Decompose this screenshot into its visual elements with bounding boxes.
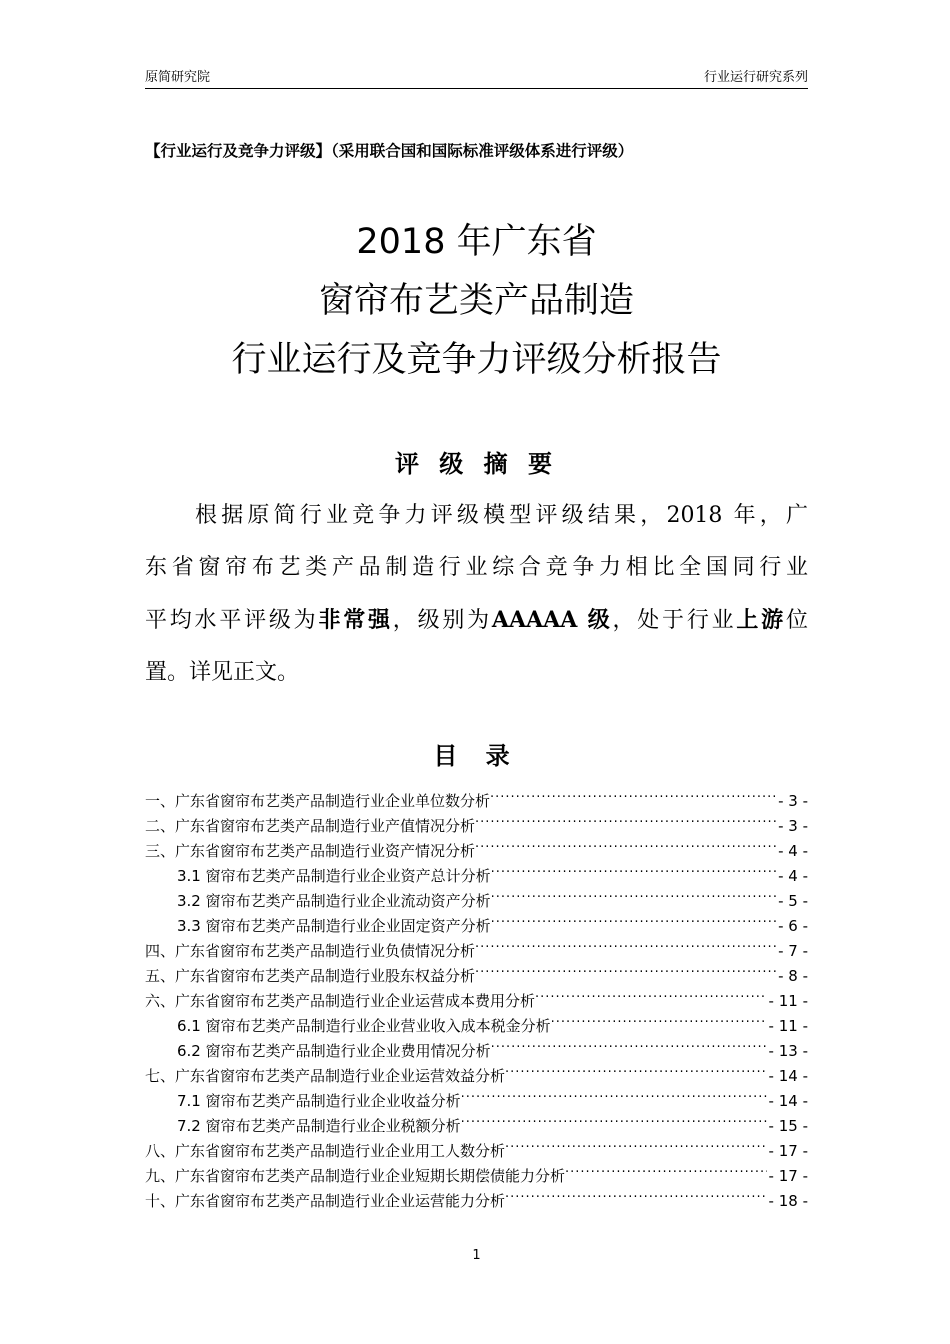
toc-leader-dots bbox=[551, 1006, 767, 1031]
toc-leader-dots bbox=[491, 881, 776, 906]
title-line-3: 行业运行及竞争力评级分析报告 bbox=[231, 340, 722, 380]
toc-entry-page: - 18 - bbox=[768, 1192, 808, 1210]
summary-text: 平均水平评级为 bbox=[145, 608, 319, 633]
page-header bbox=[145, 64, 808, 89]
header-series-name: 行业运行研究系列 bbox=[703, 70, 808, 85]
report-subtitle: 【行业运行及竞争力评级】（采用联合国和国际标准评级体系进行评级） bbox=[145, 142, 634, 160]
toc-entry-page: - 6 - bbox=[778, 917, 808, 935]
toc-entry-label: 3.3 窗帘布艺类产品制造行业企业固定资产分析 bbox=[177, 917, 491, 935]
summary-text: ，处于行业 bbox=[612, 608, 737, 633]
summary-paragraph bbox=[145, 490, 808, 699]
toc-entry-page: - 17 - bbox=[768, 1142, 808, 1160]
toc-entry-page: - 13 - bbox=[768, 1042, 808, 1060]
toc-leader-dots bbox=[490, 781, 776, 806]
toc-leader-dots bbox=[461, 1106, 767, 1131]
toc-leader-dots bbox=[535, 981, 767, 1006]
toc-entry-page: - 7 - bbox=[778, 942, 808, 960]
toc-entry-page: - 5 - bbox=[778, 892, 808, 910]
toc-entry-page: - 15 - bbox=[768, 1117, 808, 1135]
summary-line-1: 根据原简行业竞争力评级模型评级结果，2018 年，广 bbox=[195, 503, 808, 528]
toc-entry-label: 五、广东省窗帘布艺类产品制造行业股东权益分析 bbox=[145, 967, 476, 985]
title-line-2: 窗帘布艺类产品制造 bbox=[318, 281, 634, 321]
toc-entry-label: 三、广东省窗帘布艺类产品制造行业资产情况分析 bbox=[145, 842, 476, 860]
toc-leader-dots bbox=[475, 831, 776, 856]
summary-line-2: 东省窗帘布艺类产品制造行业综合竞争力相比全国同行业 bbox=[145, 555, 808, 580]
toc-entry-label: 3.1 窗帘布艺类产品制造行业企业资产总计分析 bbox=[177, 867, 491, 885]
toc-heading: 目 录 bbox=[433, 742, 520, 770]
toc-leader-dots bbox=[461, 1081, 767, 1106]
toc-leader-dots bbox=[491, 906, 776, 931]
summary-text: ，级别为 bbox=[392, 608, 492, 633]
toc-entry-label: 7.2 窗帘布艺类产品制造行业企业税额分析 bbox=[177, 1117, 461, 1135]
rating-strength: 非常强 bbox=[318, 607, 393, 633]
toc-entry-label: 八、广东省窗帘布艺类产品制造行业企业用工人数分析 bbox=[145, 1142, 506, 1160]
toc-entry-page: - 14 - bbox=[768, 1092, 808, 1110]
toc-entry-label: 七、广东省窗帘布艺类产品制造行业企业运营效益分析 bbox=[145, 1067, 506, 1085]
toc-entry-page: - 17 - bbox=[768, 1167, 808, 1185]
toc-entry-page: - 8 - bbox=[778, 967, 808, 985]
toc-entry-label: 二、广东省窗帘布艺类产品制造行业产值情况分析 bbox=[145, 817, 476, 835]
toc-entry-page: - 3 - bbox=[778, 792, 808, 810]
rating-grade: AAAAA 级 bbox=[491, 607, 613, 633]
toc-entry-page: - 4 - bbox=[778, 867, 808, 885]
toc-entry-page: - 14 - bbox=[768, 1067, 808, 1085]
toc-entry-label: 九、广东省窗帘布艺类产品制造行业企业短期长期偿债能力分析 bbox=[145, 1167, 566, 1185]
toc-leader-dots bbox=[475, 806, 776, 831]
toc-leader-dots bbox=[475, 956, 776, 981]
report-title bbox=[145, 213, 808, 390]
toc-entry[interactable] bbox=[145, 781, 808, 810]
title-line-1: 2018 年广东省 bbox=[356, 222, 597, 262]
toc-entry-label: 十、广东省窗帘布艺类产品制造行业企业运营能力分析 bbox=[145, 1192, 506, 1210]
summary-heading: 评 级 摘 要 bbox=[394, 450, 559, 478]
page-number: 1 bbox=[472, 1248, 481, 1263]
toc-entry-page: - 11 - bbox=[768, 992, 808, 1010]
toc-leader-dots bbox=[505, 1181, 767, 1206]
toc-leader-dots bbox=[475, 931, 776, 956]
toc-entry-page: - 3 - bbox=[778, 817, 808, 835]
toc-leader-dots bbox=[505, 1131, 767, 1156]
toc-entry-label: 7.1 窗帘布艺类产品制造行业企业收益分析 bbox=[177, 1092, 461, 1110]
toc-entry-label: 3.2 窗帘布艺类产品制造行业企业流动资产分析 bbox=[177, 892, 491, 910]
toc-leader-dots bbox=[565, 1156, 767, 1181]
toc-entry-label: 6.2 窗帘布艺类产品制造行业企业费用情况分析 bbox=[177, 1042, 491, 1060]
summary-line-4: 置。详见正文。 bbox=[145, 660, 300, 685]
toc-leader-dots bbox=[491, 1031, 767, 1056]
toc-entry-label: 一、广东省窗帘布艺类产品制造行业企业单位数分析 bbox=[145, 792, 491, 810]
table-of-contents bbox=[145, 781, 808, 1210]
toc-entry-page: - 4 - bbox=[778, 842, 808, 860]
header-org-name: 原简研究院 bbox=[145, 70, 211, 85]
toc-leader-dots bbox=[505, 1056, 767, 1081]
summary-line-3 bbox=[145, 594, 808, 647]
summary-text: 位 bbox=[785, 608, 808, 633]
toc-leader-dots bbox=[491, 856, 776, 881]
toc-entry-label: 六、广东省窗帘布艺类产品制造行业企业运营成本费用分析 bbox=[145, 992, 536, 1010]
toc-entry-page: - 11 - bbox=[768, 1017, 808, 1035]
toc-entry-label: 四、广东省窗帘布艺类产品制造行业负债情况分析 bbox=[145, 942, 476, 960]
rating-position: 上游 bbox=[736, 607, 786, 633]
toc-entry-label: 6.1 窗帘布艺类产品制造行业企业营业收入成本税金分析 bbox=[177, 1017, 551, 1035]
